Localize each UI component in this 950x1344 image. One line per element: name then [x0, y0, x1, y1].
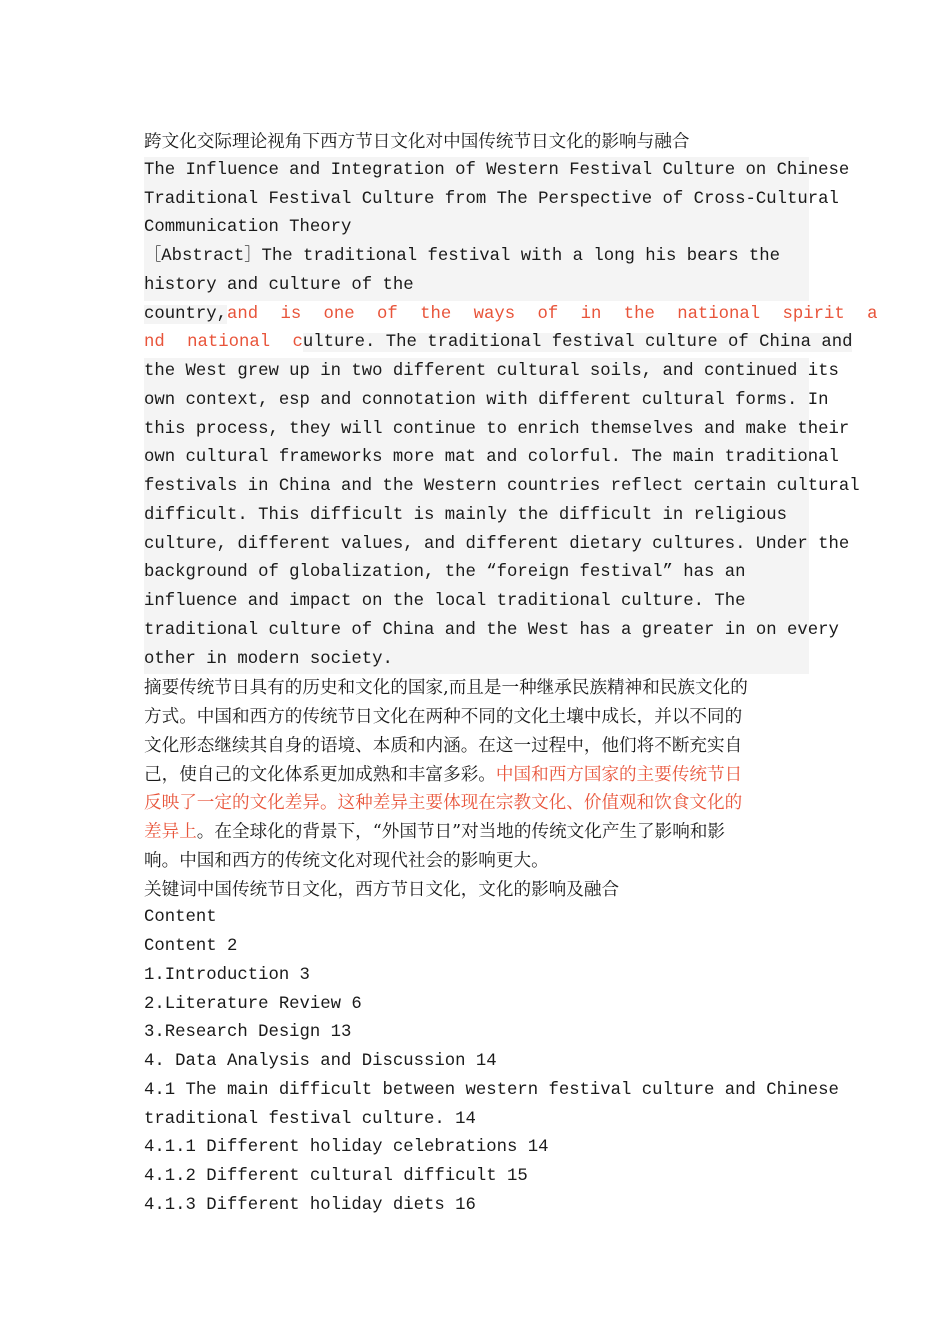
toc-item: Content 2	[144, 937, 238, 956]
toc-item: traditional festival culture. 14	[144, 1109, 476, 1129]
abstract-en-line-15: other in modern society.	[144, 646, 809, 675]
abstract-en-line-3-text: country,	[144, 304, 227, 324]
abstract-zh-line-4-text: 己，使自己的文化体系更加成熟和丰富多彩。	[144, 764, 496, 785]
abstract-en-line-3-highlight: and is one of the ways of in the national spirit a	[226, 304, 878, 324]
abstract-en-line-10: difficult. This difficult is mainly the difficult in religious	[144, 502, 809, 531]
abstract-zh-line-3: 文化形态继续其自身的语境、本质和内涵。在这一过程中，他们将不断充实自	[144, 735, 743, 756]
toc-item: 1.Introduction 3	[144, 965, 310, 985]
abstract-zh-line-1: 摘要传统节日具有的历史和文化的国家,而且是一种继承民族精神和民族文化的	[144, 678, 748, 699]
toc-heading: Content	[144, 908, 217, 928]
abstract-en-line-2: history and culture of the	[144, 272, 809, 301]
abstract-en-line-5: the West grew up in two different cultural soils, and continued its	[144, 358, 809, 387]
abstract-zh-line-6-text: 。在全球化的背景下，“外国节日”对当地的传统文化产生了影响和影	[196, 822, 726, 842]
document-page	[144, 128, 878, 1221]
abstract-zh-line-2: 方式。中国和西方的传统节日文化在两种不同的文化土壤中成长，并以不同的	[144, 707, 743, 727]
abstract-zh-line-4	[144, 761, 809, 790]
abstract-en-line-3	[144, 301, 878, 330]
toc-item: 2.Literature Review 6	[144, 994, 362, 1014]
abstract-en-line-4	[144, 329, 853, 358]
abstract-zh-line-4-highlight: 中国和西方国家的主要传统节日	[495, 764, 743, 785]
title-english-line-3: Communication Theory	[144, 214, 809, 243]
abstract-en-line-4-text: ulture. The traditional festival culture of China and	[302, 333, 853, 353]
abstract-en-line-1: ［Abstract］The traditional festival with a long his bears the	[144, 243, 809, 272]
abstract-en-line-7: this process, they will continue to enrich themselves and make their	[144, 416, 809, 445]
abstract-en-line-14: traditional culture of China and the West has a greater in on every	[144, 617, 809, 646]
toc-item: 4.1 The main difficult between western festival culture and Chinese	[144, 1080, 839, 1100]
title-english-line-2: Traditional Festival Culture from The Perspective of Cross-Cultural	[144, 186, 809, 215]
abstract-en-line-6: own context, esp and connotation with different cultural forms. In	[144, 387, 809, 416]
toc-item: 4. Data Analysis and Discussion 14	[144, 1052, 497, 1071]
abstract-zh-line-7: 响。中国和西方的传统文化对现代社会的影响更大。	[144, 850, 549, 871]
toc-item: 4.1.3 Different holiday diets 16	[144, 1195, 476, 1215]
title-chinese: 跨文化交际理论视角下西方节日文化对中国传统节日文化的影响与融合	[144, 132, 690, 152]
toc-item: 4.1.2 Different cultural difficult 15	[144, 1167, 528, 1186]
abstract-en-line-8: own cultural frameworks more mat and colorful. The main traditional	[144, 444, 809, 473]
toc-item: 4.1.1 Different holiday celebrations 14	[144, 1138, 549, 1158]
abstract-zh-line-5: 反映了一定的文化差异。这种差异主要体现在宗教文化、价值观和饮食文化的	[144, 793, 743, 814]
abstract-zh-line-6-highlight: 差异上	[144, 822, 197, 842]
title-english-line-1: The Influence and Integration of Western Festival Culture on Chinese	[144, 157, 809, 186]
abstract-en-line-12: background of globalization, the “foreign festival” has an	[144, 559, 809, 588]
abstract-en-line-13: influence and impact on the local traditional culture. The	[144, 588, 809, 617]
abstract-en-line-4-highlight: nd national c	[144, 333, 303, 353]
keywords-chinese: 关键词中国传统节日文化，西方节日文化，文化的影响及融合	[144, 879, 620, 900]
toc-item: 3.Research Design 13	[144, 1023, 352, 1043]
abstract-en-line-9: festivals in China and the Western countries reflect certain cultural	[144, 473, 809, 502]
abstract-zh-line-6	[144, 818, 809, 847]
abstract-en-line-11: culture, different values, and different dietary cultures. Under the	[144, 531, 809, 560]
